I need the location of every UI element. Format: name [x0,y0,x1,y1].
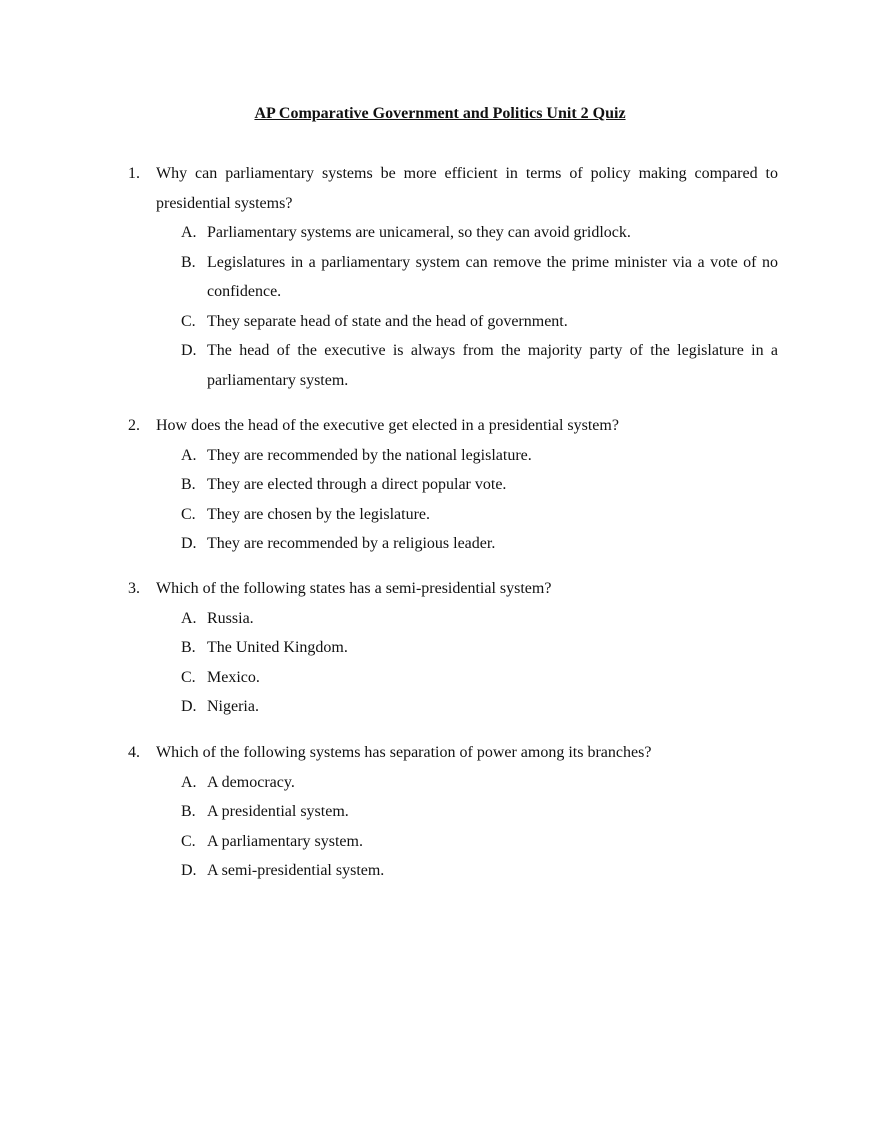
option-text: A democracy. [207,773,295,791]
answer-option-d [128,692,778,722]
answer-option-c [128,307,778,337]
option-letter: C. [181,668,196,686]
option-text: A presidential system. [207,803,349,820]
answer-option-b [128,248,778,307]
option-text: They are recommended by the national legislature. [207,446,532,464]
option-letter: D. [181,698,197,715]
answer-options [128,768,778,886]
option-text: The United Kingdom. [207,639,348,656]
option-text: Legislatures in a parliamentary system can remove the prime minister via a vote of no confidence. [207,253,778,300]
option-letter: D. [181,342,197,359]
answer-option-c [128,663,778,693]
answer-option-b [128,797,778,827]
question-1 [128,159,778,395]
answer-options [128,604,778,722]
option-letter: C. [181,505,196,523]
option-letter: B. [181,639,196,656]
question-2 [128,411,778,559]
answer-option-a [128,218,778,248]
option-text: Parliamentary systems are unicameral, so they can avoid gridlock. [207,224,631,241]
answer-option-d [128,336,778,395]
option-text: Nigeria. [207,698,259,715]
answer-options [128,441,778,559]
question-stem [128,574,778,604]
question-text: How does the head of the executive get elected in a presidential system? [156,417,619,434]
option-text: The head of the executive is always from the majority party of the legislature in a parliamentary system. [207,342,778,389]
answer-option-a [128,604,778,634]
answer-option-c [128,500,778,530]
question-number: 2. [128,417,140,434]
question-text: Why can parliamentary systems be more efficient in terms of policy making compared to presidential systems? [156,165,778,212]
answer-option-c [128,827,778,857]
option-text: A parliamentary system. [207,832,363,850]
question-stem [128,411,778,441]
answer-options [128,218,778,395]
question-stem [128,738,778,768]
question-3 [128,574,778,722]
option-text: They are chosen by the legislature. [207,505,431,523]
answer-option-d [128,856,778,886]
option-text: Russia. [207,609,254,627]
option-text: They separate head of state and the head of government. [207,312,568,330]
option-letter: A. [181,773,197,791]
option-text: Mexico. [207,668,260,686]
answer-option-a [128,441,778,471]
answer-option-d [128,529,778,559]
question-stem [128,159,778,218]
question-number: 4. [128,744,140,761]
question-text: Which of the following states has a semi-presidential system? [156,580,552,597]
option-letter: D. [181,862,197,879]
option-letter: C. [181,832,196,850]
option-text: They are recommended by a religious leader. [207,535,496,552]
option-letter: B. [181,476,196,493]
question-text: Which of the following systems has separation of power among its branches? [156,744,652,761]
option-text: They are elected through a direct popular vote. [207,476,507,493]
answer-option-b [128,633,778,663]
option-letter: A. [181,609,197,627]
question-number: 1. [128,165,140,182]
option-letter: B. [181,253,196,271]
option-letter: B. [181,803,196,820]
answer-option-a [128,768,778,798]
option-letter: A. [181,224,197,241]
quiz-title: AP Comparative Government and Politics Unit 2 Quiz [254,105,626,122]
option-letter: A. [181,446,197,464]
option-text: A semi-presidential system. [207,862,385,879]
question-4 [128,738,778,886]
option-letter: C. [181,312,196,330]
answer-option-b [128,470,778,500]
question-number: 3. [128,580,140,597]
option-letter: D. [181,535,197,552]
